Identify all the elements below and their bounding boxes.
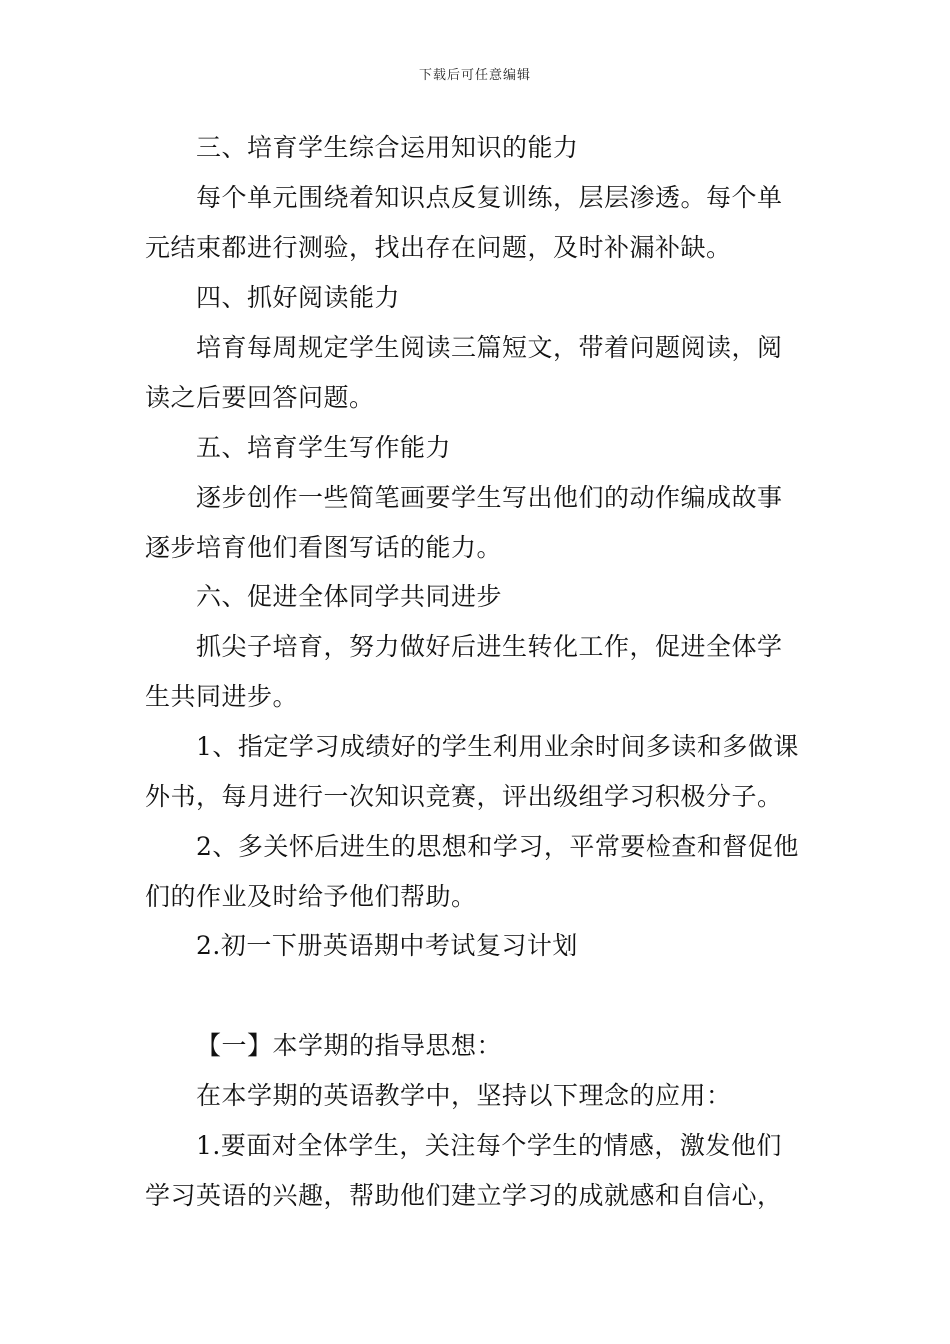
list-item-line: 1.要面对全体学生，关注每个学生的情感，激发他们 bbox=[196, 1131, 782, 1160]
list-item-line: 1、指定学习成绩好的学生利用业余时间多读和多做课 bbox=[196, 732, 799, 761]
paragraph-line: 逐步创作一些简笔画要学生写出他们的动作编成故事 bbox=[196, 483, 783, 512]
section-heading-4: 四、抓好阅读能力 bbox=[196, 283, 401, 312]
paragraph-line: 每个单元围绕着知识点反复训练，层层渗透。每个单 bbox=[196, 183, 783, 212]
section-heading-6: 六、促进全体同学共同进步 bbox=[196, 582, 503, 611]
paragraph-line: 抓尖子培育，努力做好后进生转化工作，促进全体学 bbox=[196, 632, 783, 661]
paragraph-line: 元结束都进行测验，找出存在问题，及时补漏补缺。 bbox=[145, 233, 732, 262]
subsection-heading: 【一】本学期的指导思想： bbox=[196, 1031, 503, 1060]
paragraph-line: 读之后要回答问题。 bbox=[145, 383, 375, 412]
section-heading-5: 五、培育学生写作能力 bbox=[196, 433, 452, 462]
section-heading-3: 三、培育学生综合运用知识的能力 bbox=[196, 133, 579, 162]
paragraph-line: 生共同进步。 bbox=[145, 682, 299, 711]
list-item-line: 们的作业及时给予他们帮助。 bbox=[145, 882, 477, 911]
paragraph-line: 在本学期的英语教学中，坚持以下理念的应用： bbox=[196, 1081, 732, 1110]
page-header: 下载后可任意编辑 bbox=[418, 68, 531, 83]
section-title: 2.初一下册英语期中考试复习计划 bbox=[196, 931, 578, 960]
list-item-line: 外书，每月进行一次知识竞赛，评出级组学习积极分子。 bbox=[145, 782, 783, 811]
paragraph-line: 逐步培育他们看图写话的能力。 bbox=[145, 533, 503, 562]
paragraph-line: 培育每周规定学生阅读三篇短文，带着问题阅读，阅 bbox=[196, 333, 783, 362]
list-item-line: 2、多关怀后进生的思想和学习，平常要检查和督促他 bbox=[196, 832, 799, 861]
list-item-line: 学习英语的兴趣，帮助他们建立学习的成就感和自信心， bbox=[145, 1181, 783, 1210]
